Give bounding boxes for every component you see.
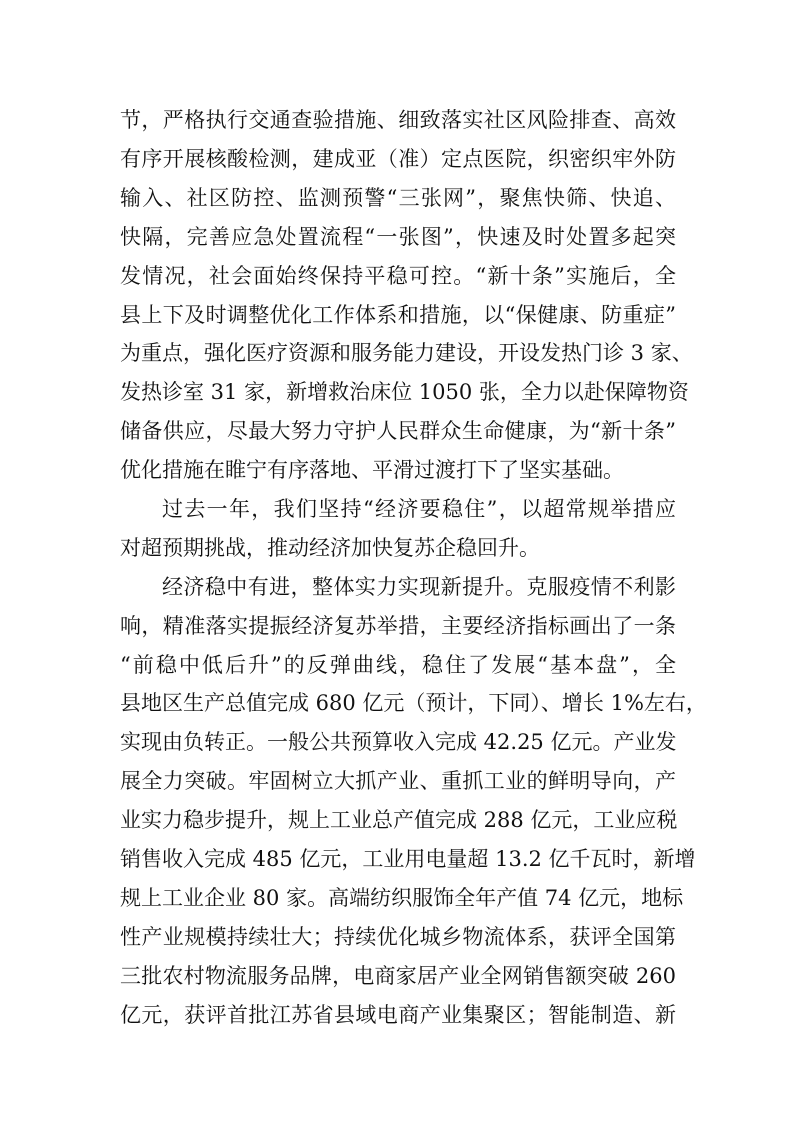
text-line: 输入、社区防控、监测预警“三张网”，聚焦快筛、快追、: [120, 186, 676, 210]
text-line: “前稳中低后升”的反弹曲线，稳住了发展“基本盘”，全: [120, 653, 676, 677]
paragraph-first-line: 经济稳中有进，整体实力实现新提升。克服疫情不利影: [162, 575, 676, 599]
text-line: 实现由负转正。一般公共预算收入完成 42.25 亿元。产业发: [120, 730, 677, 754]
text-line: 亿元，获评首批江苏省县域电商产业集聚区；智能制造、新: [120, 1003, 676, 1027]
text-line: 快隔，完善应急处置流程“一张图”，快速及时处置多起突: [120, 225, 676, 249]
text-line: 三批农村物流服务品牌，电商家居产业全网销售额突破 260: [120, 964, 676, 988]
text-line: 县上下及时调整优化工作体系和措施，以“保健康、防重症”: [120, 303, 676, 327]
text-line: 发热诊室 31 家，新增救治床位 1050 张，全力以赴保障物资: [120, 380, 689, 404]
text-line: 性产业规模持续壮大；持续优化城乡物流体系，获评全国第: [120, 925, 676, 949]
text-line: 业实力稳步提升，规上工业总产值完成 288 亿元，工业应税: [120, 808, 678, 832]
text-line: 销售收入完成 485 亿元，工业用电量超 13.2 亿千瓦时，新增: [120, 847, 696, 871]
paragraph-first-line: 过去一年，我们坚持“经济要稳住”，以超常规举措应: [162, 497, 676, 521]
text-line: 对超预期挑战，推动经济加快复苏企稳回升。: [120, 536, 540, 560]
text-line: 节，严格执行交通查验措施、细致落实社区风险排查、高效: [120, 108, 676, 132]
text-line: 响，精准落实提振经济复苏举措，主要经济指标画出了一条: [120, 614, 676, 638]
text-line: 发情况，社会面始终保持平稳可控。“新十条”实施后，全: [120, 264, 676, 288]
text-line: 为重点，强化医疗资源和服务能力建设，开设发热门诊 3 家、: [120, 341, 693, 365]
text-line: 展全力突破。牢固树立大抓产业、重抓工业的鲜明导向，产: [120, 769, 676, 793]
text-line: 规上工业企业 80 家。高端纺织服饰全年产值 74 亿元，地标: [120, 886, 684, 910]
text-line: 储备供应，尽最大努力守护人民群众生命健康，为“新十条”: [120, 419, 676, 443]
text-line: 县地区生产总值完成 680 亿元（预计，下同）、增长 1%左右，: [120, 691, 707, 715]
text-line: 优化措施在睢宁有序落地、平滑过渡打下了坚实基础。: [120, 458, 624, 482]
text-line: 有序开展核酸检测，建成亚（准）定点医院，织密织牢外防: [120, 147, 676, 171]
